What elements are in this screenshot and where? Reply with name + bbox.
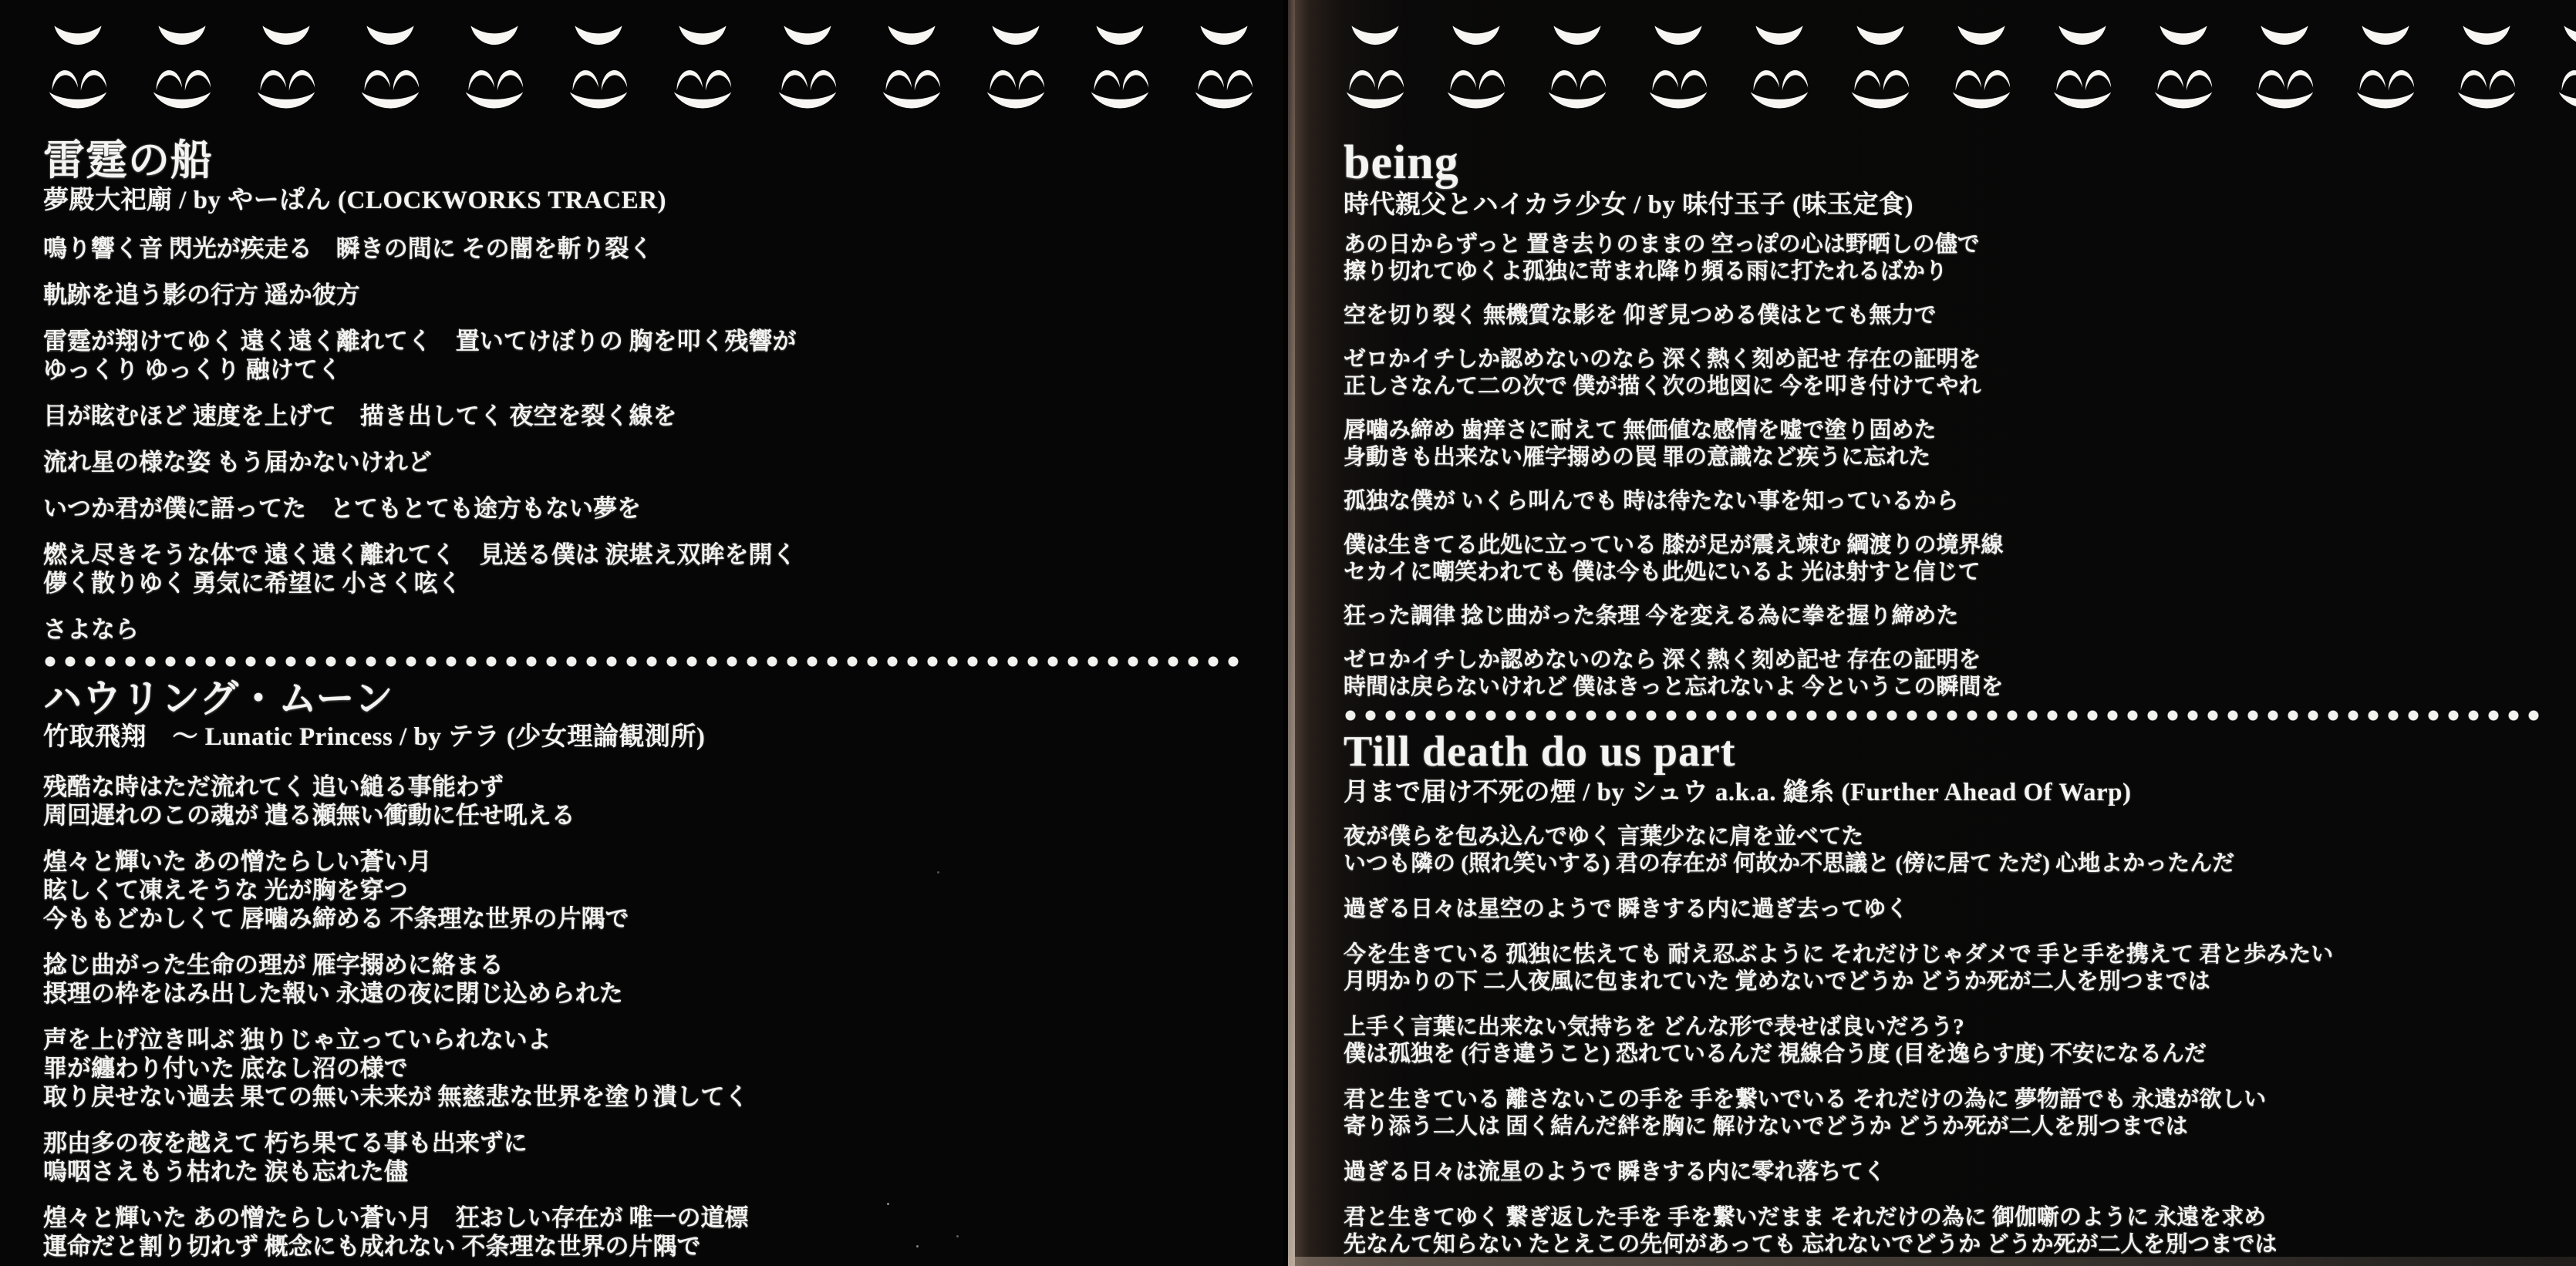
ornament-row (1288, 19, 2576, 117)
lyrics-stanza (1344, 823, 2545, 877)
lyrics-line: 時間は戻らないけれど 僕はきっと忘れないよ 今というこの瞬間を (1344, 675, 2004, 699)
lyrics-line: 今を生きている 孤独に怯えても 耐え忍ぶように それだけじゃダメで 手と手を携えて 君と歩みたい (1344, 942, 2334, 967)
song-title: 雷霆の船 (43, 137, 213, 184)
lyrics-stanza (1344, 941, 2545, 995)
lyrics-line: 目が眩むほど 速度を上げて 描き出してく 夜空を裂く線を (43, 402, 677, 429)
lyrics-stanza (1344, 1159, 2545, 1186)
lyrics-stanza (1344, 417, 2545, 471)
song-title: Till death do us part (1344, 728, 1736, 776)
lyrics-line: ゼロかイチしか認めないのなら 深く熱く刻め記せ 存在の証明を (1344, 648, 1981, 672)
lyrics-stanza (1344, 1086, 2545, 1140)
lyrics-line: 孤独な僕が いくら叫んでも 時は待たない事を知っているから (1344, 489, 1959, 513)
song-title: being (1344, 136, 1459, 189)
lyrics-stanza (1344, 896, 2545, 923)
song-section (1344, 728, 2545, 1258)
lyrics-line: 鳴り響く音 閃光が疾走る 瞬きの間に その闇を斬り裂く (43, 235, 653, 262)
lyrics-line: 嗚咽さえもう枯れた 涙も忘れた儘 (43, 1158, 408, 1185)
lyrics-block (43, 234, 1248, 644)
song-credit: 竹取飛翔 ～ Lunatic Princess / by テラ (少女理論観測所) (43, 723, 706, 751)
lyrics-stanza (1344, 1204, 2545, 1258)
lyrics-line: いつも隣の (照れ笑いする) 君の存在が 何故か不思議と (傍に居て ただ) 心地よかったんだ (1344, 851, 2235, 876)
lyrics-line: 運命だと割り切れず 概念にも成れない 不条理な世界の片隅で (43, 1233, 701, 1260)
lyrics-stanza (1344, 647, 2545, 701)
lyrics-line: 罪が纏わり付いた 底なし沼の様で (43, 1055, 408, 1082)
lyrics-stanza (1344, 532, 2545, 586)
lyrics-stanza (43, 773, 1248, 830)
lyrics-stanza (43, 1129, 1248, 1186)
lyrics-line: ゆっくり ゆっくり 融けてく (43, 356, 342, 383)
lyrics-line: 取り戻せない過去 果ての無い未来が 無慈悲な世界を塗り潰してく (43, 1083, 749, 1110)
lyrics-stanza (1344, 1014, 2545, 1068)
lyrics-line: 君と生きている 離さないこの手を 手を繋いでいる それだけの為に 夢物語でも 永遠が欲しい (1344, 1087, 2267, 1112)
song-credit: 月まで届け不死の煙 / by シュウ a.k.a. 縫糸 (Further Ahead Of Warp) (1344, 779, 2132, 806)
crescent-face-icon (253, 19, 319, 116)
lyrics-line: 空を切り裂く 無機質な影を 仰ぎ見つめる僕はとても無力で (1344, 303, 1937, 328)
lyrics-stanza (43, 327, 1248, 384)
crescent-face-icon (1191, 19, 1257, 116)
crescent-face-icon (2554, 19, 2576, 116)
lyrics-line: 捻じ曲がった生命の理が 雁字搦めに絡まる (43, 951, 504, 978)
lyrics-stanza (43, 448, 1248, 476)
lyrics-line: 正しさなんて二の次で 僕が描く次の地図に 今を叩き付けてやれ (1344, 374, 1981, 399)
lyrics-stanza (43, 615, 1248, 644)
lyrics-stanza (43, 1204, 1248, 1261)
crescent-face-icon (774, 19, 841, 116)
lyrics-stanza (1344, 603, 2545, 630)
lyrics-line: 上手く言葉に出来ない気持ちを どんな形で表せば良いだろう? (1344, 1015, 1964, 1039)
lyrics-line: 僕は生きてる此処に立っている 膝が足が震え竦む 綱渡りの境界線 (1344, 533, 2004, 557)
songs-column (0, 137, 1283, 1261)
lyrics-line: 過ぎる日々は流星のようで 瞬きする内に零れ落ちてく (1344, 1160, 1886, 1184)
lyrics-stanza (43, 494, 1248, 523)
crescent-face-icon (357, 19, 423, 116)
lyrics-line: 燃え尽きそうな体で 遠く遠く離れてく 見送る僕は 涙堪え双眸を開く (43, 541, 797, 568)
song-title: ハウリング・ムーン (43, 677, 394, 720)
lyrics-line: 今ももどかしくて 唇噛み締める 不条理な世界の片隅で (43, 905, 629, 932)
crescent-face-icon (1342, 19, 1408, 116)
lyrics-line: 周回遅れのこの魂が 遣る瀬無い衝動に任せ吼える (43, 802, 575, 829)
lyrics-line: 擦り切れてゆくよ孤独に苛まれ降り頻る雨に打たれるばかり (1344, 259, 1948, 284)
song-section (1344, 137, 2545, 701)
lyrics-line: 唇噛み締め 歯痒さに耐えて 無価値な感情を嘘で塗り固めた (1344, 418, 1937, 443)
lyrics-stanza (1344, 302, 2545, 329)
lyrics-line: 身動きも出来ない雁字搦めの罠 罪の意識など疾うに忘れた (1344, 445, 1931, 470)
lyrics-line: ゼロかイチしか認めないのなら 深く熱く刻め記せ 存在の証明を (1344, 347, 1981, 372)
lyrics-line: 先なんて知らない たとえこの先何があっても 忘れないでどうか どうか死が二人を別つまでは (1344, 1232, 2278, 1257)
booklet-page-left (0, 0, 1283, 1266)
lyrics-line: 月明かりの下 二人夜風に包まれていた 覚めないでどうか どうか死が二人を別つまでは (1344, 969, 2210, 994)
lyrics-stanza (43, 1025, 1248, 1111)
lyrics-line: 雷霆が翔けてゆく 遠く遠く離れてく 置いてけぼりの 胸を叩く残響が (43, 328, 797, 355)
lyrics-stanza (1344, 346, 2545, 400)
lyrics-line: 狂った調律 捻じ曲がった条理 今を変える為に拳を握り締めた (1344, 604, 1959, 628)
crescent-face-icon (1443, 19, 1509, 116)
crescent-face-icon (1746, 19, 1812, 116)
song-credit: 時代親父とハイカラ少女 / by 味付玉子 (味玉定食) (1344, 191, 1914, 219)
lyrics-stanza (43, 951, 1248, 1008)
lyrics-line: 那由多の夜を越えて 朽ち果てる事も出来ずに (43, 1130, 528, 1157)
lyrics-line: セカイに嘲笑われても 僕は今も此処にいるよ 光は射すと信じて (1344, 560, 1981, 584)
lyrics-line: 過ぎる日々は星空のようで 瞬きする内に過ぎ去ってゆく (1344, 897, 1909, 921)
crescent-face-icon (2453, 19, 2520, 116)
lyrics-block (43, 773, 1248, 1261)
songs-column (1288, 137, 2576, 1258)
crescent-face-icon (1087, 19, 1153, 116)
crescent-face-icon (2049, 19, 2116, 116)
lyrics-line: 摂理の枠をはみ出した報い 永遠の夜に閉じ込められた (43, 980, 623, 1007)
crescent-face-icon (2251, 19, 2318, 116)
lyrics-line: 僕は孤独を (行き違うこと) 恐れているんだ 視線合う度 (目を逸らす度) 不安になるんだ (1344, 1042, 2207, 1066)
crescent-face-icon (2352, 19, 2419, 116)
lyrics-line: あの日からずっと 置き去りのままの 空っぽの心は野晒しの儘で (1344, 232, 1980, 257)
lyrics-line: 残酷な時はただ流れてく 追い縋る事能わず (43, 773, 504, 800)
lyrics-line: 煌々と輝いた あの憎たらしい蒼い月 狂おしい存在が 唯一の道標 (43, 1204, 749, 1231)
ornament-row (0, 19, 1283, 117)
lyrics-line: 軌跡を追う影の行方 遥か彼方 (43, 281, 360, 308)
lyrics-stanza (43, 847, 1248, 933)
crescent-face-icon (149, 19, 215, 116)
song-credit: 夢殿大祀廟 / by やーぱん (CLOCKWORKS TRACER) (43, 187, 667, 214)
lyrics-line: 煌々と輝いた あの憎たらしい蒼い月 (43, 848, 432, 875)
crescent-face-icon (878, 19, 945, 116)
lyrics-stanza (43, 234, 1248, 263)
song-section (43, 137, 1248, 644)
lyrics-line: さよなら (43, 616, 139, 643)
lyrics-line: 寄り添う二人は 固く結んだ絆を胸に 解けないでどうか どうか死が二人を別つまでは (1344, 1114, 2188, 1139)
crescent-face-icon (1948, 19, 2015, 116)
song-section (43, 677, 1248, 1261)
lyrics-block (1344, 823, 2545, 1258)
crescent-face-icon (565, 19, 632, 116)
lyrics-line: 儚く散りゆく 勇気に希望に 小さく呟く (43, 570, 462, 597)
crescent-face-icon (1544, 19, 1610, 116)
dotted-separator (1345, 710, 2544, 722)
booklet-page-right (1288, 0, 2576, 1266)
lyrics-stanza (43, 540, 1248, 598)
crescent-face-icon (983, 19, 1049, 116)
crescent-face-icon (1847, 19, 1913, 116)
lyrics-line: 夜が僕らを包み込んでゆく 言葉少なに肩を並べてた (1344, 824, 1864, 849)
lyrics-stanza (1344, 488, 2545, 515)
dotted-separator (45, 656, 1246, 668)
lyrics-stanza (43, 402, 1248, 430)
lyrics-stanza (43, 281, 1248, 309)
lyrics-line: 眩しくて凍えそうな 光が胸を穿つ (43, 877, 408, 904)
crescent-face-icon (669, 19, 736, 116)
lyrics-line: 君と生きてゆく 繋ぎ返した手を 手を繋いだまま それだけの為に 御伽噺のように 永遠を求め (1344, 1205, 2267, 1230)
crescent-face-icon (461, 19, 528, 116)
lyrics-line: 声を上げ泣き叫ぶ 独りじゃ立っていられないよ (43, 1026, 551, 1053)
crescent-face-icon (1645, 19, 1711, 116)
lyrics-block (1344, 231, 2545, 701)
lyrics-line: いつか君が僕に語ってた とてもとても途方もない夢を (43, 495, 641, 522)
crescent-face-icon (2150, 19, 2217, 116)
lyrics-line: 流れ星の様な姿 もう届かないけれど (43, 449, 432, 476)
lyrics-stanza (1344, 231, 2545, 285)
crescent-face-icon (45, 19, 111, 116)
